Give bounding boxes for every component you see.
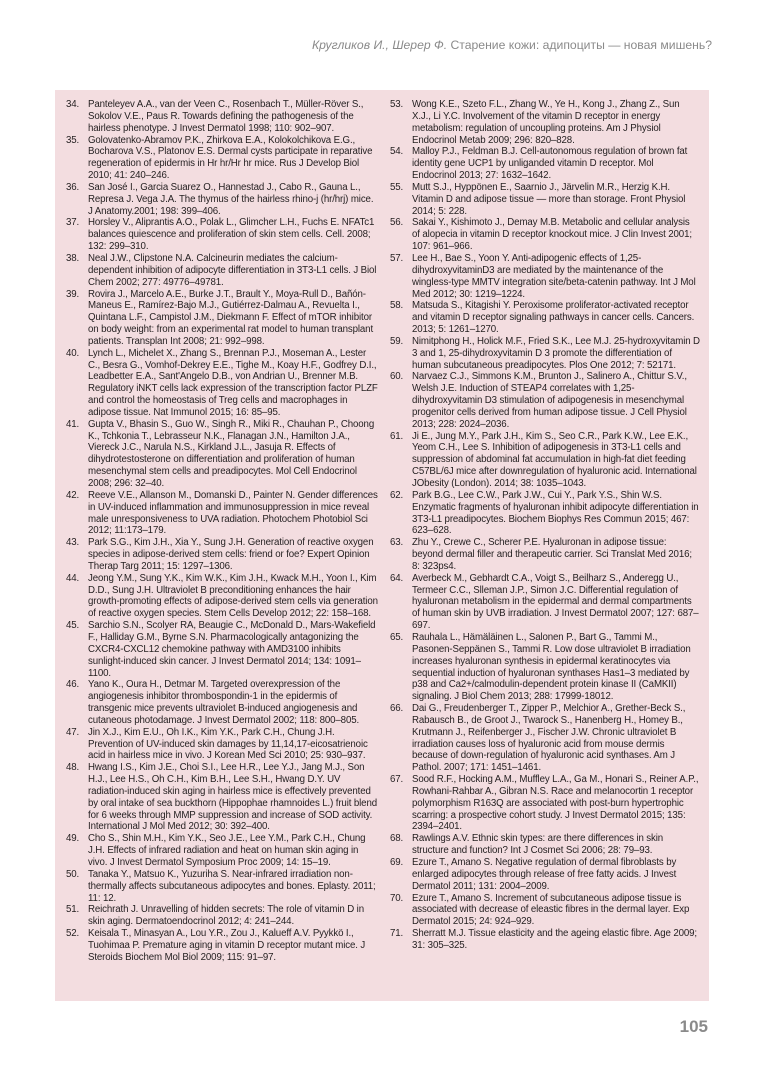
reference-text: Golovatenko-Abramov P.K., Zhirkova E.A., Kolokolchikova E.G., Bocharova V.S., Platonov E.S. Dermal cysts participate in reparative regeneration of epidermis in Hr hr/Hr hr mice. Rus J Develop Biol 2010; 41: 240–246.	[88, 134, 373, 182]
reference-item	[66, 289, 378, 348]
reference-number: 71.	[390, 928, 404, 940]
reference-item	[390, 774, 700, 833]
reference-text: Park B.G., Lee C.W., Park J.W., Cui Y., Park Y.S., Shin W.S. Enzymatic fragments of hyaluronan inhibit adipocyte differentiation in 3T3-L1 preadipocytes. Biochem Biophys Res Commun 2015; 467: 623–628.	[412, 489, 699, 537]
reference-text: Keisala T., Minasyan A., Lou Y.R., Zou J., Kalueff A.V. Pyykkö I., Tuohimaa P. Premature aging in vitamin D receptor mutant mice. J Steroids Biochem Mol Biol 2009; 115: 91–97.	[88, 928, 366, 963]
running-header	[312, 38, 712, 52]
reference-number: 42.	[66, 489, 80, 501]
reference-item	[66, 904, 378, 928]
references-column-left	[66, 99, 378, 964]
reference-number: 70.	[390, 892, 404, 904]
reference-number: 61.	[390, 430, 404, 442]
reference-list-left	[66, 99, 378, 964]
header-title: Старение кожи: адипоциты — новая мишень?	[447, 38, 712, 52]
reference-list-right	[390, 99, 700, 952]
reference-text: Sherratt M.J. Tissue elasticity and the ageing elastic fibre. Age 2009; 31: 305–325.	[412, 928, 697, 951]
reference-item	[390, 537, 700, 573]
reference-item	[66, 833, 378, 869]
reference-text: Horsley V., Aliprantis A.O., Polak L., Glimcher L.H., Fuchs E. NFATc1 balances quiescence and proliferation of skin stem cells. Cell. 2008; 132: 299–310.	[88, 217, 375, 253]
reference-item	[66, 679, 378, 726]
reference-text: Lynch L., Michelet X., Zhang S., Brennan P.J., Moseman A., Lester C., Besra G., Vomhof-Dekrey E.E., Tighe M., Koay H.F., Godfrey D.I., Leadbetter E.A., Sant'Angelo D.B., von Andrian U., Brenner M.B. Regulatory iNKT cells lack expression of the transcription factor PLZF and control the homeostasis of Treg cells and macrophages in adipose tissue. Nat Immunol 2015; 16: 85–95.	[88, 347, 378, 418]
reference-item	[390, 336, 700, 372]
reference-number: 47.	[66, 726, 80, 738]
reference-text: Reichrath J. Unravelling of hidden secrets: The role of vitamin D in skin aging. Dermatoendocrinol 2012; 4: 241–244.	[88, 904, 364, 928]
reference-item	[66, 928, 378, 964]
reference-text: Panteleyev A.A., van der Veen C., Rosenbach T., Müller-Röver S., Sokolov V.E., Paus R. Towards defining the pathogenesis of the hairless phenotype. J Invest Dermatol 1998; 110: 902–907.	[88, 99, 364, 134]
reference-number: 48.	[66, 762, 80, 774]
reference-number: 45.	[66, 620, 80, 632]
reference-item	[390, 490, 700, 537]
reference-item	[66, 573, 378, 620]
reference-text: Narvaez C.J., Simmons K.M., Brunton J., Salinero A., Chittur S.V., Welsh J.E. Induction of STEAP4 correlates with 1,25-dihydroxyvitamin D3 stimulation of adipogenesis in mesenchymal progenitor cells derived from human adipose tissue. J Cell Physiol 2013; 228: 2024–2036.	[412, 371, 687, 430]
reference-number: 65.	[390, 631, 404, 643]
reference-number: 52.	[66, 928, 80, 940]
reference-item	[66, 727, 378, 763]
reference-text: Sood R.F., Hocking A.M., Muffley L.A., Ga M., Honari S., Reiner A.P., Rowhani-Rahbar A., Gibran N.S. Race and melanocortin 1 receptor polymorphism R163Q are associated with post-burn hypertrophic scarring: a prospective cohort study. J Invest Dermatol 2015; 135: 2394–2401.	[412, 774, 699, 833]
reference-number: 39.	[66, 288, 80, 300]
reference-text: Nimitphong H., Holick M.F., Fried S.K., Lee M.J. 25-hydroxyvitamin D 3 and 1, 25-dihydroxyvitamin D 3 promote the differentiation of human subcutaneous preadipocytes. Plos One 2012; 7: 52171.	[412, 335, 700, 371]
reference-item	[390, 573, 700, 632]
reference-text: Rovira J., Marcelo A.E., Burke J.T., Brault Y., Moya-Rull D., Bañón-Maneus E., Ramírez-Bajo M.J., Gutiérrez-Dalmau A., Revuelta I., Quintana L.F., Campistol J.M., Diekmann F. Effect of mTOR inhibitor on body weight: from an experimental rat model to human transplant patients. Transplan Int 2008; 21: 992–998.	[88, 288, 374, 347]
reference-text: Jin X.J., Kim E.U., Oh I.K., Kim Y.K., Park C.H., Chung J.H. Prevention of UV-induced skin damages by 11,14,17-eicosatrienoic acid in hairless mice in vivo. J Korean Med Sci 2010; 25: 930–937.	[88, 726, 368, 762]
reference-item	[66, 135, 378, 182]
reference-item	[390, 928, 700, 952]
reference-number: 35.	[66, 134, 80, 146]
reference-item	[390, 146, 700, 182]
reference-item	[390, 703, 700, 774]
reference-item	[66, 490, 378, 537]
references-column-right	[390, 99, 700, 952]
reference-number: 50.	[66, 868, 80, 880]
page-number: 105	[679, 1017, 708, 1036]
reference-item	[66, 182, 378, 218]
reference-number: 69.	[390, 857, 404, 868]
reference-number: 37.	[66, 217, 80, 229]
reference-number: 59.	[390, 335, 404, 347]
reference-item	[66, 620, 378, 679]
reference-number: 44.	[66, 572, 80, 584]
reference-text: Cho S., Shin M.H., Kim Y.K., Seo J.E., Lee Y.M., Park C.H., Chung J.H. Effects of infrared radiation and heat on human skin aging in vivo. J Invest Dermatol Symposium Proc 2009; 14: 15–19.	[88, 833, 366, 868]
reference-number: 43.	[66, 537, 80, 549]
reference-text: Ezure T., Amano S. Increment of subcutaneous adipose tissue is associated with decrease of eleastic fibres in the dermal layer. Exp Dermatol 2015; 24: 924–929.	[412, 892, 690, 928]
reference-number: 54.	[390, 146, 404, 158]
reference-number: 63.	[390, 537, 404, 549]
reference-text: Dai G., Freudenberger T., Zipper P., Melchior A., Grether-Beck S., Rabausch B., de Groot J., Twarock S., Hanenberg H., Homey B., Krutmann J., Reifenberger J., Fischer J.W. Chronic ultraviolet B irradiation causes loss of hyaluronic acid from mouse dermis because of down-regulation of hyaluronic acid synthases. Am J Pathol. 2007; 171: 1451–1461.	[412, 703, 686, 774]
reference-number: 64.	[390, 572, 404, 584]
reference-number: 51.	[66, 904, 80, 916]
reference-text: Sakai Y., Kishimoto J., Demay M.B. Metabolic and cellular analysis of alopecia in vitamin D receptor knockout mice. J Clin Invest 2001; 107: 961–966.	[412, 217, 692, 253]
references-panel	[55, 90, 709, 1001]
reference-item	[390, 99, 700, 146]
reference-item	[390, 893, 700, 929]
reference-text: Averbeck M., Gebhardt C.A., Voigt S., Beilharz S., Anderegg U., Termeer C.C., Slleman J.P., Simon J.C. Differential regulation of hyaluronan metabolism in the epidermal and dermal compartments of human skin by UVB irradiation. J Invest Dermatol 2007; 127: 687–697.	[412, 572, 699, 632]
reference-text: Jeong Y.M., Sung Y.K., Kim W.K., Kim J.H., Kwack M.H., Yoon I., Kim D.D., Sung J.H. Ultraviolet B preconditioning enhances the hair growth-promoting effects of adipose-derived stem cells via generation of reactive oxygen species. Stem Cells Develop 2012; 22: 158–168.	[88, 572, 378, 620]
reference-text: Yano K., Oura H., Detmar M. Targeted overexpression of the angiogenesis inhibitor thrombospondin-1 in the epidermis of transgenic mice prevents ultraviolet B-induced angiogenesis and cutaneous photodamage. J Invest Dermatol 2002; 118: 800–805.	[88, 679, 360, 726]
reference-item	[390, 431, 700, 490]
reference-number: 56.	[390, 217, 404, 229]
reference-number: 60.	[390, 371, 404, 383]
reference-text: Wong K.E., Szeto F.L., Zhang W., Ye H., Kong J., Zhang Z., Sun X.J., Li Y.C. Involvement of the vitamin D receptor in energy metabolism: regulation of uncoupling proteins. Am J Physiol Endocrinol Metab 2009; 296: 820–828.	[412, 99, 680, 146]
reference-number: 46.	[66, 679, 80, 691]
reference-text: Neal J.W., Clipstone N.A. Calcineurin mediates the calcium-dependent inhibition of adipocyte differentiation in 3T3-L1 cells. J Biol Chem 2002; 277: 49776–49781.	[88, 252, 377, 288]
reference-text: Zhu Y., Crewe C., Scherer P.E. Hyaluronan in adipose tissue: beyond dermal filler and therapeutic carrier. Sci Translat Med 2016; 8: 323ps4.	[412, 537, 692, 572]
reference-item	[390, 217, 700, 253]
reference-number: 38.	[66, 252, 80, 264]
reference-text: San José I., Garcia Suarez O., Hannestad J., Cabo R., Gauna L., Represa J. Vega J.A. The thymus of the hairless rhino-j (hr/hrj) mice. J Anatomy.2001; 198: 399–406.	[88, 181, 374, 217]
reference-item	[66, 869, 378, 905]
reference-text: Mutt S.J., Hyppönen E., Saarnio J., Järvelin M.R., Herzig K.H. Vitamin D and adipose tissue — more than storage. Front Physiol 2014; 5: 228.	[412, 181, 686, 217]
reference-text: Gupta V., Bhasin S., Guo W., Singh R., Miki R., Chauhan P., Choong K., Tchkonia T., Lebrasseur N.K., Flanagan J.N., Hamilton J.A., Viereck J.C., Narula N.S., Kirkland J.L., Jasuja R. Effects of dihydrotestosterone on differentiation and proliferation of human mesenchymal stem cells and preadipocytes. Mol Cell Endocrinol 2008; 296: 32–40.	[88, 418, 375, 489]
reference-number: 62.	[390, 489, 404, 501]
reference-text: Hwang I.S., Kim J.E., Choi S.I., Lee H.R., Lee Y.J., Jang M.J., Son H.J., Lee H.S., Oh C.H., Kim B.H., Lee S.H., Hwang D.Y. UV radiation-induced skin aging in hairless mice is effectively prevented by oral intake of sea buckthorn (Hippophae rhamnoides L.) fruit blend for 6 weeks through MMP suppression and increase of SOD activity. International J Mol Med 2012; 30: 392–400.	[88, 762, 377, 833]
reference-item	[66, 348, 378, 419]
reference-item	[66, 217, 378, 253]
reference-number: 40.	[66, 347, 80, 359]
reference-item	[390, 182, 700, 218]
reference-number: 34.	[66, 99, 80, 110]
reference-item	[66, 537, 378, 573]
reference-text: Malloy P.J., Feldman B.J. Cell-autonomous regulation of brown fat identity gene UCP1 by unliganded vitamin D receptor. Mol Endocrinol 2013; 27: 1632–1642.	[412, 146, 688, 182]
header-authors: Кругликов И., Шерер Ф.	[311, 38, 448, 52]
reference-number: 67.	[390, 774, 404, 786]
reference-item	[390, 857, 700, 893]
reference-number: 68.	[390, 833, 404, 845]
reference-text: Tanaka Y., Matsuo K., Yuzuriha S. Near-infrared irradiation non-thermally affects subcutaneous adipocytes and bones. Eplasty. 2011; 11: 12.	[88, 868, 376, 904]
reference-text: Sarchio S.N., Scolyer RA, Beaugie C., McDonald D., Mars-Wakefield F., Halliday G.M., Byrne S.N. Pharmacologically antagonizing the CXCR4-CXCL12 chemokine pathway with AMD3100 inhibits sunlight-induced skin cancer. J Invest Dermatol 2014; 134: 1091–1100.	[88, 620, 376, 679]
reference-text: Ezure T., Amano S. Negative regulation of dermal fibroblasts by enlarged adipocytes through release of free fatty acids. J Invest Dermatol 2011; 131: 2004–2009.	[412, 857, 677, 892]
reference-text: Lee H., Bae S., Yoon Y. Anti-adipogenic effects of 1,25-dihydroxyvitaminD3 are mediated by the maintenance of the wingless-type MMTV integration site/beta-catenin pathway. Int J Mol Med 2012; 30: 1219–1224.	[412, 252, 696, 300]
reference-item	[390, 371, 700, 430]
reference-item	[66, 419, 378, 490]
reference-item	[66, 99, 378, 135]
reference-text: Matsuda S., Kitagishi Y. Peroxisome proliferator-activated receptor and vitamin D receptor signaling pathways in cancer cells. Cancers. 2013; 5: 1261–1270.	[412, 300, 695, 336]
reference-item	[390, 833, 700, 857]
reference-text: Park S.G., Kim J.H., Xia Y., Sung J.H. Generation of reactive oxygen species in adipose-derived stem cells: friend or foe? Expert Opinion Therap Targ 2011; 15: 1297–1306.	[88, 537, 374, 572]
reference-item	[390, 300, 700, 336]
reference-number: 58.	[390, 300, 404, 312]
reference-number: 57.	[390, 252, 404, 264]
reference-number: 53.	[390, 99, 404, 110]
reference-text: Ji E., Jung M.Y., Park J.H., Kim S., Seo C.R., Park K.W., Lee E.K., Yeom C.H., Lee S. Inhibition of adipogenesis in 3T3-L1 cells and suppression of abdominal fat accumulation in high-fat diet feeding C57BL/6J mice after downregulation of hyaluronic acid. International JObesity (London). 2014; 38: 1035–1043.	[412, 430, 697, 489]
reference-item	[390, 253, 700, 300]
reference-text: Reeve V.E., Allanson M., Domanski D., Painter N. Gender differences in UV-induced inflammation and immunosuppression in mice reveal male unresponsiveness to UVA radiation. Photochem Photobiol Sci 2012; 11:173–179.	[88, 489, 378, 537]
reference-number: 36.	[66, 181, 80, 193]
reference-text: Rawlings A.V. Ethnic skin types: are there differences in skin structure and function? Int J Cosmet Sci 2006; 28: 79–93.	[412, 833, 664, 857]
reference-number: 49.	[66, 833, 80, 845]
reference-number: 55.	[390, 181, 404, 193]
reference-item	[66, 253, 378, 289]
reference-number: 41.	[66, 418, 80, 430]
reference-item	[390, 632, 700, 703]
reference-number: 66.	[390, 703, 404, 715]
reference-item	[66, 762, 378, 833]
reference-text: Rauhala L., Hämäläinen L., Salonen P., Bart G., Tammi M., Pasonen-Seppänen S., Tammi R. Low dose ultraviolet B irradiation increases hyaluronan synthesis in epidermal keratinocytes via sequential induction of hyaluronan synthases Has1–3 mediated by p38 and Ca2+/calmodulin-dependent protein kinase II (CaMKII) signaling. J Biol Chem 2013; 288: 17999-18012.	[412, 631, 691, 703]
